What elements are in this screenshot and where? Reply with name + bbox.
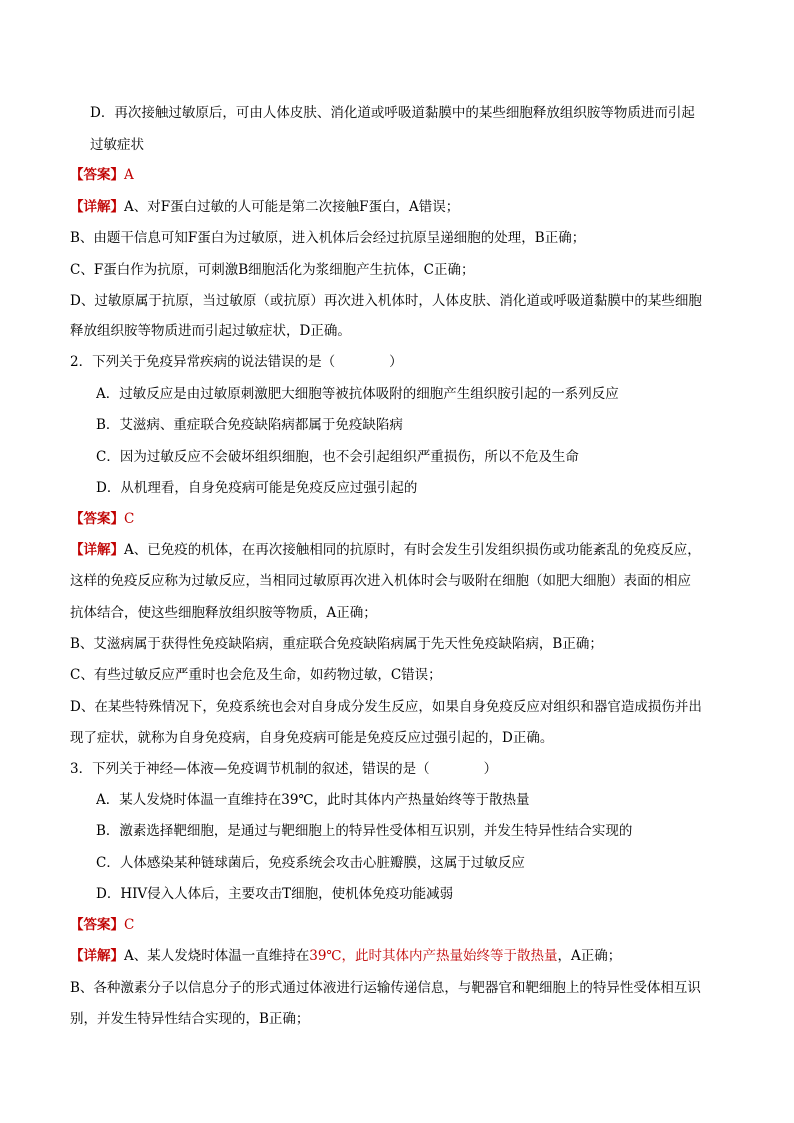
q3-option-b: B．激素选择靶细胞，是通过与靶细胞上的特异性受体相互识别，并发生特异性结合实现的 [96, 823, 633, 839]
explain-tag: 【详解】 [70, 948, 124, 964]
answer-tag: 【答案】 [70, 917, 124, 933]
q1-option-d-line2: 过敏症状 [90, 137, 144, 153]
q2-answer-line [70, 510, 740, 528]
explain-text: A、已免疫的机体，在再次接触相同的抗原时，有时会发生引发组织损伤或功能紊乱的免疫反应， [124, 542, 701, 558]
q3-answer-line [70, 916, 740, 934]
answer-value: A [124, 167, 134, 183]
q2-explain-a-line1 [70, 541, 740, 559]
explain-tag: 【详解】 [70, 199, 124, 215]
answer-value: C [124, 917, 135, 933]
explain-text: A、某人发烧时体温一直维持在 [124, 948, 310, 964]
q3-explain-b-line1: B、各种激素分子以信息分子的形式通过体液进行运输传递信息，与靶器官和靶细胞上的特异性受体相互识 [70, 980, 701, 996]
q3-option-a: A．某人发烧时体温一直维持在39℃，此时其体内产热量始终等于散热量 [96, 792, 530, 808]
q2-option-d: D．从机理看，自身免疫病可能是免疫反应过强引起的 [96, 480, 418, 496]
q1-explain-c: C、F蛋白作为抗原，可刺激B细胞活化为浆细胞产生抗体，C正确； [70, 262, 475, 278]
answer-tag: 【答案】 [70, 511, 124, 527]
q2-explain-c: C、有些过敏反应严重时也会危及生命，如药物过敏，C错误； [70, 667, 442, 683]
q1-answer-line [70, 166, 740, 184]
explain-highlight: 39℃，此时其体内产热量始终等于散热量 [309, 948, 558, 964]
q2-option-c: C．因为过敏反应不会破坏组织细胞，也不会引起组织严重损伤，所以不危及生命 [96, 449, 579, 465]
q1-explain-a [70, 198, 740, 216]
q3-explain-a [70, 947, 740, 965]
answer-value: C [124, 511, 135, 527]
explain-tag: 【详解】 [70, 542, 124, 558]
q3-stem: 3．下列关于神经—体液—免疫调节机制的叙述，错误的是（ ） [70, 761, 498, 777]
q2-explain-a-line2: 这样的免疫反应称为过敏反应，当相同过敏原再次进入机体时会与吸附在细胞（如肥大细胞）表面的相应 [70, 573, 691, 589]
q2-explain-d-line1: D、在某些特殊情况下，免疫系统也会对自身成分发生反应，如果自身免疫反应对组织和器官造成损伤并出 [70, 699, 702, 715]
q3-option-d: D．HIV侵入人体后，主要攻击T细胞，使机体免疫功能减弱 [96, 886, 454, 902]
answer-tag: 【答案】 [70, 167, 124, 183]
q2-explain-d-line2: 现了症状，就称为自身免疫病，自身免疫病可能是免疫反应过强引起的，D正确。 [70, 730, 554, 746]
q1-explain-b: B、由题干信息可知F蛋白为过敏原，进入机体后会经过抗原呈递细胞的处理，B正确； [70, 230, 586, 246]
explain-text: A、对F蛋白过敏的人可能是第二次接触F蛋白，A错误； [124, 199, 460, 215]
explain-tail: ，A正确； [557, 948, 622, 964]
q2-explain-a-line3: 抗体结合，使这些细胞释放组织胺等物质，A正确； [70, 605, 377, 621]
q2-option-b: B．艾滋病、重症联合免疫缺陷病都属于免疫缺陷病 [96, 417, 403, 433]
q2-explain-b: B、艾滋病属于获得性免疫缺陷病，重症联合免疫缺陷病属于先天性免疫缺陷病，B正确； [70, 636, 603, 652]
q2-stem: 2．下列关于免疫异常疾病的说法错误的是（ ） [70, 354, 403, 370]
q1-option-d-line1: D．再次接触过敏原后，可由人体皮肤、消化道或呼吸道黏膜中的某些细胞释放组织胺等物质进而引起 [90, 105, 695, 121]
q3-option-c: C．人体感染某种链球菌后，免疫系统会攻击心脏瓣膜，这属于过敏反应 [96, 855, 525, 871]
q3-explain-b-line2: 别，并发生特异性结合实现的，B正确； [70, 1011, 310, 1027]
q1-explain-d-line2: 释放组织胺等物质进而引起过敏症状，D正确。 [70, 323, 351, 339]
q1-explain-d-line1: D、过敏原属于抗原，当过敏原（或抗原）再次进入机体时，人体皮肤、消化道或呼吸道黏膜中的某些细胞 [70, 293, 702, 309]
q2-option-a: A．过敏反应是由过敏原刺激肥大细胞等被抗体吸附的细胞产生组织胺引起的一系列反应 [96, 386, 619, 402]
